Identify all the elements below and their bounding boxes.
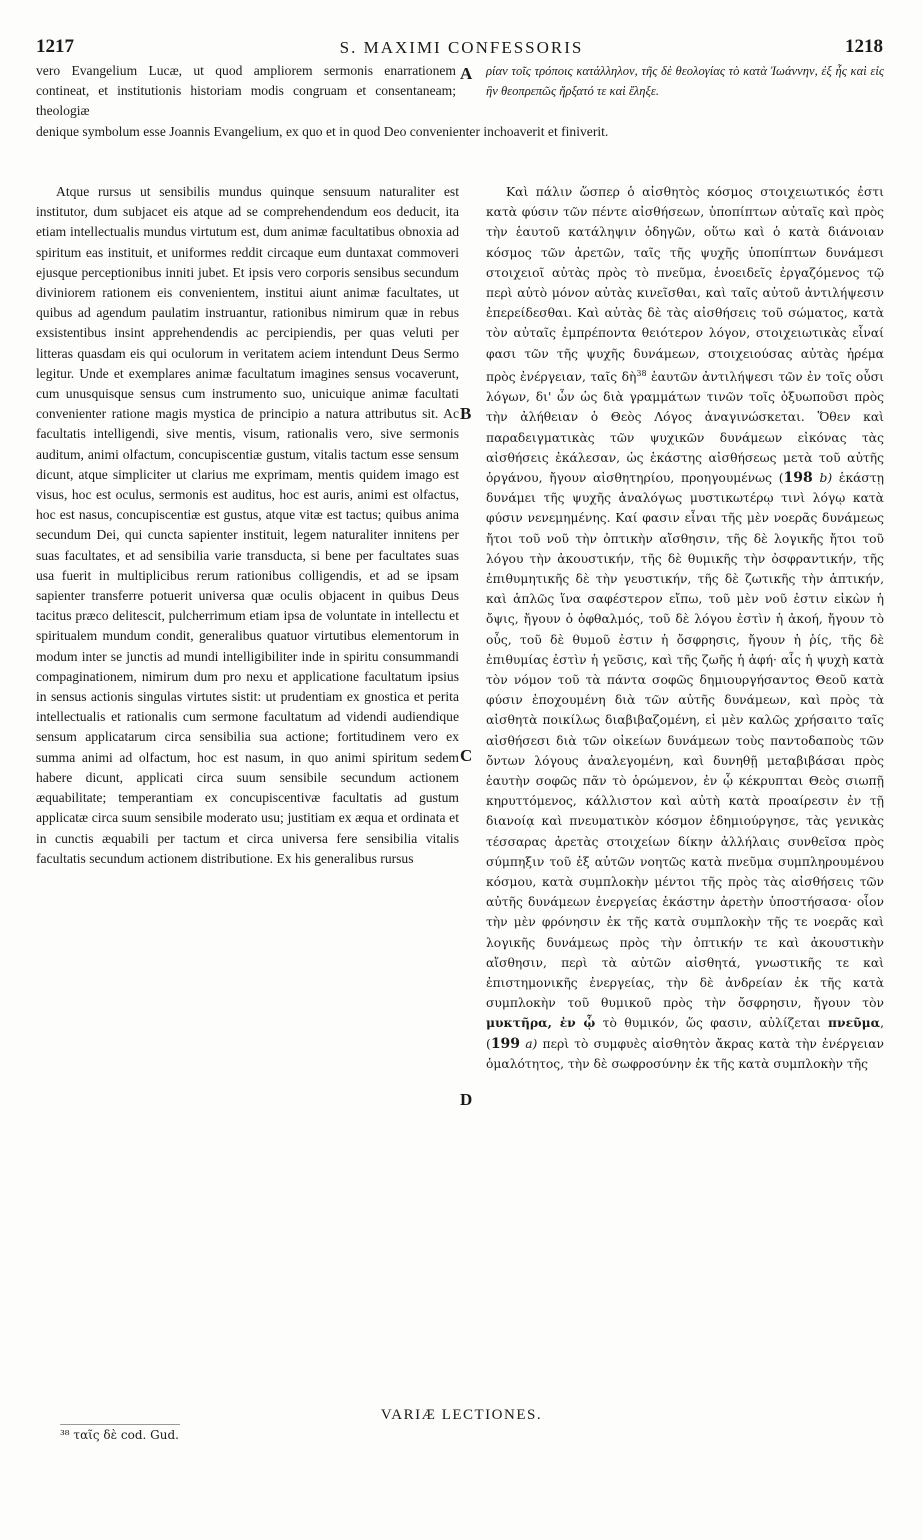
- page-number-right: 1218: [845, 36, 883, 57]
- greek-text-part-6: περὶ τὸ συμφυὲς αἰσθητὸν ἄκρας κατὰ τὴν ἐνέργειαν ὁμαλότητος, τὴν δὲ σωφροσύνην ἐκ τῆς κατὰ συμπλοκὴν τῆς: [486, 1036, 885, 1071]
- greek-text-part-1: Καὶ πάλιν ὥσπερ ὁ αἰσθητὸς κόσμος στοιχειωτικός ἐστι κατὰ φύσιν τῶν πέντε αἰσθήσεων, ὑποπίπτων αὐταῖς καὶ πρὸς τὴν ἑαυτοῦ κατάληψιν ὁδηγῶν, οὕτω καὶ ὁ κατὰ διάνοιαν κόσμος τῶν ἀρετῶν, ταῖς τῆς ψυχῆς ὑποπίπτων δυνάμεσι στοιχειοῖ αὐτὰς πρὸς τὸ πνεῦμα, ἑνοειδεῖς ἐργαζόμενος τῷ περὶ αὐτὸ μόνον αὐτὰς κινεῖσθαι, καὶ ταῖς αὐτοῦ ἀντιλήψεσιν ἐπερείδεσθαι. Καὶ αὐτὰς δὲ τὰς αἰσθήσεις τοῦ σώματος, κατὰ τὸν αὐταῖς ἐμπρέποντα θειότερον λόγον, στοιχειωτικὰς εἶναί φασι τῶν τῆς ψυχῆς δυνάμεων, στοιχειούσας αὐτὰς ἠρέμα πρὸς ἐνέργειαν, ταῖς δὴ: [486, 185, 884, 384]
- column-reference-198-sub: b): [812, 470, 839, 485]
- variae-lectiones-heading: VARIÆ LECTIONES.: [380, 1407, 543, 1423]
- greek-top-paragraph: ρίαν τοῖς τρόποις κατάλληλον, τῆς δὲ θεολογίας τὸ κατὰ Ἰωάννην, ἐξ ἧς καὶ εἰς ἣν θεοπρεπῶς ἤρξατό τε καὶ ἔληξε.: [486, 64, 884, 99]
- latin-top-paragraph: vero Evangelium Lucæ, ut quod ampliorem sermonis enarrationem contineat, et institutionis historiam modis congruam et consentaneam; theologiæ: [36, 63, 456, 119]
- column-reference-199: 199: [490, 1035, 521, 1052]
- section-marker-a: A: [460, 64, 473, 83]
- section-marker-c: C: [460, 746, 473, 765]
- greek-bold-1: μυκτῆρα, ἐν ᾧ: [486, 1015, 596, 1031]
- page-number-left: 1217: [36, 36, 74, 57]
- greek-bold-2: πνεῦμα: [828, 1015, 881, 1031]
- greek-text-part-2: ἑαυτῶν ἀντιλήψεσι τῶν ἐν τοῖς οὖσι λόγων, δι' ὧν ὡς διὰ γραμμάτων τινῶν τοῖς ὀξυωποῦσι πρὸς τὴν ἀλήθειαν ὁ Θεὸς Λόγος ἀναγινώσκεται. Ὅθεν καὶ παραδειγματικὰς τῶν ψυχικῶν δυνάμεων εἰκόνας τὰς αἰσθήσεις ἐκάλεσαν, ὡς ἑκάστης αἰσθήσεως μετὰ τοῦ αὐτῆς ὀργάνου, ἤγουν αἰσθητηρίου, προηγουμένως (: [486, 369, 884, 485]
- column-reference-199-sub: a): [520, 1036, 543, 1051]
- greek-text-part-5: , (: [486, 1016, 884, 1051]
- greek-top-text: [486, 61, 884, 101]
- latin-top-tail-paragraph: denique symbolum esse Joannis Evangelium, ex quo et in quod Deo convenienter inchoaverit et finiverit.: [36, 124, 609, 139]
- latin-paragraph: Atque rursus ut sensibilis mundus quinque sensuum naturaliter est institutor, dum subjacet eis atque ad se comprehendendum eos deducit, ita etiam intellectualis mundus virtutum est, dum animæ facultatibus obnoxia ad spiritum eas instituit, et uniformes reddit circaque eum duntaxat commoveri ejusque perceptionibus inniti jubet. Et ipsis vero corporis sensibus secundum diviniorem rationem eis convenientem, institui aiunt animæ facultates, ut quibus ad agendum paulatim instruantur, rationibus nimirum quæ in rebus exsistentibus insint apprehendendis ac percipiendis, per quas veluti per litteras quasdam eis qui oculorum in veritatem aciem intendunt Deus Sermo legitur. Unde et exemplares animæ facultatum imagines sensus vocaverunt, cum unusquisque sensus cum instrumento suo, unicuique animæ facultati convenienter ratione magis mystica de principio a natura attributus sit. Ac facultatis intelligendi, sive mentis, visum, rationalis vero, sive sermonis auditum, animi olfactum, concupiscentiæ gustum, vitalis tactum esse sensum dicunt, atque simpliciter ut clarius me exprimam, mentis quidem imago est visus, hoc est oculus, sermonis est auditus, hoc est auris, animi est olfactus, hoc est nasus, concupiscentiæ est gustus, atque vitæ est tactus; quibus anima secundum Dei, qui cuncta sapienter instituit, legem naturaliter innitens per suas facultates, et ad sensibilia varie transducta, si bene per facultates suas usa fuerit in multiplicibus rerum rationibus colligendis, et ad se ipsam sapienter transferre potuerit universa quæ oculis objacent in quibus Deus tacitus præco delitescit, pulcherrimum etiam ipsa de voluntate in intellectu et spiritualem mundum condit, generalibus quatuor virtutibus elementorum in modum inter se junctis ad mundi intelligibiliter inde in spiritu consummandi compaginationem, nimirum dum pro nexu et applicatione facultatum ipsius in sensus actionis singulas virtutes sistit: ut prudentiam ex gnostica et perita intellectualis et rationalis cum sermone facultatum ad videndi audiendique sensum applicatarum circa sensibilia sua actione; fortitudinem vero ex summa animi ad olfactum, hoc est nasum, in quo animi spiritum sedem habere dicunt, applicati circa suum sensibile secundum actionem æquabilitate; temperantiam ex concupiscentivæ facultatis ad gustum applicatæ circa suum sensibile moderato usu; justitiam ex æqua et ordinata et in cunctis æquabili per tactum et circa universa fere sensibilia vitalis facultatis secundum actionem distributione. Ex his generalibus rursus: [36, 184, 459, 866]
- section-marker-d: D: [460, 1090, 473, 1109]
- footnote: ³⁸ ταῖς δὲ cod. Gud.: [60, 1428, 179, 1442]
- footnote-reference: 38: [636, 368, 647, 378]
- greek-text-part-3: ἑκάστῃ δυνάμει τῆς ψυχῆς ἀναλόγως μυστικωτέρῳ τινὶ λόγῳ κατὰ φύσιν νενεμημένης. Καί φασιν εἶναι τῆς μὲν νοερᾶς δυνάμεως ἤτοι τοῦ νοῦ τὴν ὀπτικὴν αἴσθησιν, τῆς δὲ λογικῆς ἤτοι τοῦ λόγου τὴν ἀκουστικήν, τῆς δὲ θυμικῆς τὴν ὀσφραντικήν, τῆς ἐπιθυμητικῆς δὲ τὴν γευστικήν, τῆς δὲ ζωτικῆς τὴν ἁπτικήν, καὶ ἁπλῶς ἵνα σαφέστερον εἴπω, τοῦ μὲν νοῦ ἐστιν εἰκὼν ἡ ὄψις, ἤγουν ὁ ὀφθαλμός, τοῦ δὲ λόγου ἐστὶν ἡ ἀκοή, ἤγουν τὸ οὖς, τοῦ δὲ θυμοῦ ἐστιν ἡ ὄσφρησις, ἤγουν ἡ ῥίς, τῆς δὲ ἐπιθυμίας ἐστὶν ἡ γεῦσις, καὶ τῆς ζωῆς ἡ ἁφή· αἷς ἡ ψυχὴ κατὰ τὸν νόμον τοῦ τὰ πάντα σοφῶς δημιουργήσαντος Θεοῦ κατὰ φύσιν ἐποχουμένη διὰ τῶν αὐτῆς δυνάμεων, καὶ πρὸς τὰ αἰσθητὰ ποικίλως διαβιβαζομένη, εἰ μὲν καλῶς χρήσαιτο ταῖς αἰσθήσεσι διὰ τῶν οἰκείων δυνάμεων τοὺς παντοδαποὺς τῶν ὄντων λόγους ἀναλεγομένη, καὶ δυνηθῇ μεταβιβάσαι πρὸς ἑαυτὴν σοφῶς πᾶν τὸ ὁρώμενον, ἐν ᾧ κέκρυπται Θεὸς σιωπῇ κηρυττόμενος, κάλλιστον καὶ αὐτὴ κατὰ προαίρεσιν ἐν τῇ διανοίᾳ καὶ πνευματικὸν κόσμον ἐδημιούργησε, τὰς γενικὰς τέσσαρας ἀρετὰς στοιχείων δίκην ἀλλήλαις συνθεῖσα πρὸς σύμπηξιν τοῦ ἐξ αὐτῶν νοητῶς κατὰ πνεῦμα συμπληρουμένου κόσμου, κατὰ συμπλοκὴν μέντοι τῆς πρὸς τὰς αἰσθήσεις τῶν αὐτῆς δυνάμεων ἐνεργείας ἑκάστην ἀρετὴν ὑποστήσασα· οἷον τὴν μὲν φρόνησιν ἐκ τῆς κατὰ συμπλοκὴν τῆς τε νοερᾶς καὶ λογικῆς δυνάμεως πρὸς τὴν ὀπτικήν τε καὶ ἀκουστικὴν αἴσθησιν, περὶ τὰ αὐτῶν αἰσθητά, γνωστικῆς τε καὶ ἐπιστημονικῆς ἐνεργείας, τὴν δὲ ἀνδρείαν ἐκ τῆς κατὰ συμπλοκὴν τοῦ θυμικοῦ πρὸς τὴν ὄσφρησιν, ἤγουν τὸν: [486, 470, 884, 1011]
- greek-paragraph: [486, 182, 884, 1074]
- latin-top-tail: [36, 122, 884, 142]
- section-marker-b: B: [460, 404, 472, 423]
- latin-top-text: [36, 61, 456, 122]
- latin-column: [36, 182, 459, 869]
- running-title: S. MAXIMI CONFESSORIS: [339, 38, 584, 57]
- column-reference-198: 198: [783, 469, 813, 486]
- greek-column: [486, 182, 884, 1074]
- greek-text-part-4: τὸ θυμικόν, ὥς φασιν, αὐλίζεται: [595, 1016, 829, 1031]
- footnote-divider: [60, 1424, 180, 1425]
